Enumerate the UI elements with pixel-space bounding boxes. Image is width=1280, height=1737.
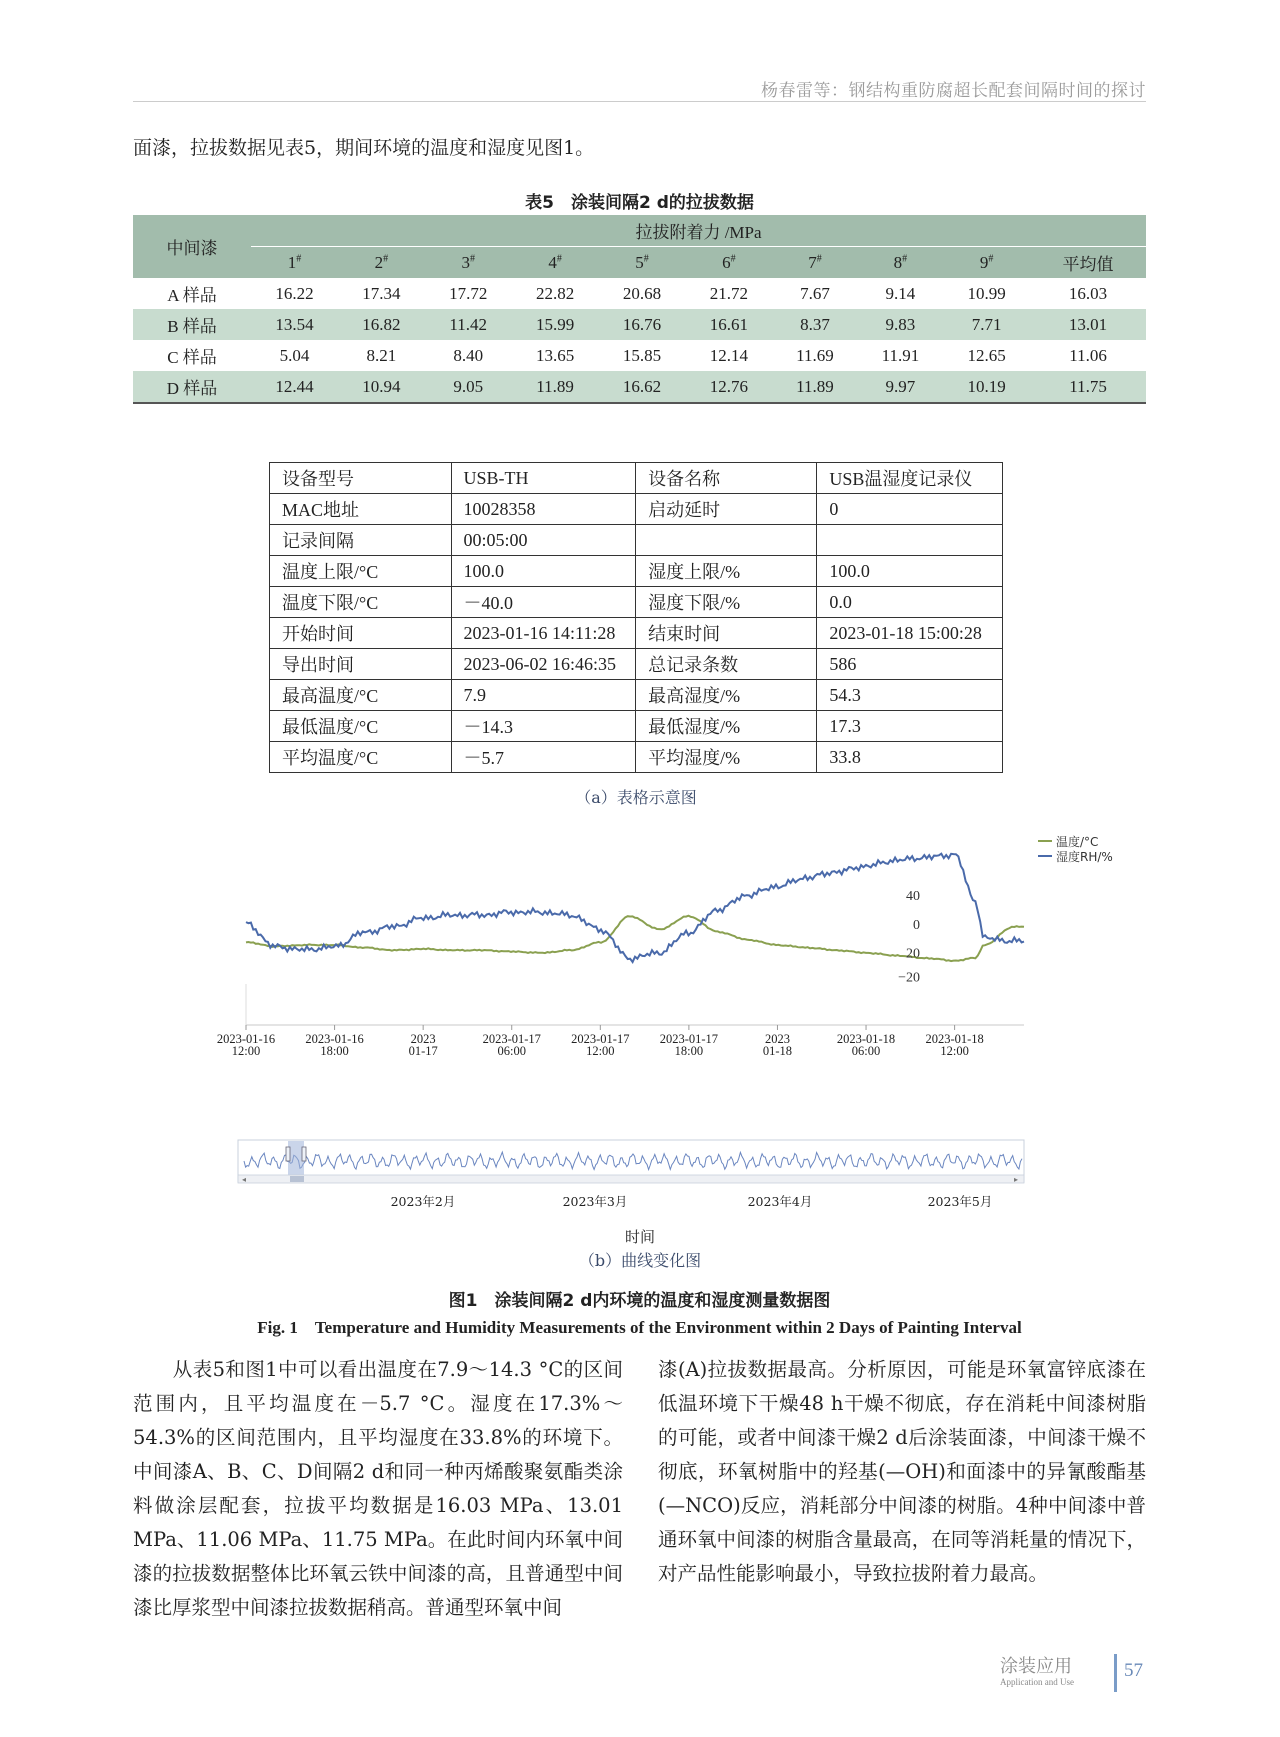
field-value-cell: 100.0 <box>817 556 1003 587</box>
field-value-cell: 7.9 <box>451 680 636 711</box>
temperature-tick-label: 0 <box>913 918 920 934</box>
value-cell: 5.04 <box>279 345 310 365</box>
table5-caption: 表5 涂装间隔2 d的拉拔数据 <box>525 193 754 213</box>
value-cell: 10.94 <box>338 371 425 403</box>
panel-b-caption: （b）曲线变化图 <box>578 1251 702 1270</box>
value-cell: 16.61 <box>685 309 772 340</box>
value-cell: 21.72 <box>709 283 748 303</box>
value-cell: 10.99 <box>967 283 1006 303</box>
navigator-month-label: 2023年5月 <box>927 1194 993 1209</box>
device-info-row <box>270 556 1003 587</box>
field-label-cell: 湿度下限/% <box>636 587 817 618</box>
column-header-cell <box>425 247 512 279</box>
temperature-humidity-chart <box>216 825 1118 1280</box>
page-number: 57 <box>1124 1660 1143 1681</box>
device-info-row <box>270 649 1003 680</box>
field-value-cell: 2023-01-16 14:11:28 <box>451 618 636 649</box>
column-header-cell <box>858 247 943 279</box>
field-label-cell: 开始时间 <box>270 618 452 649</box>
value-cell: 11.91 <box>881 345 920 365</box>
column-header-cell <box>685 247 772 279</box>
value-cell: 8.37 <box>772 309 857 340</box>
field-value-cell: －5.7 <box>451 742 636 773</box>
value-cell: 17.34 <box>362 283 401 303</box>
field-value-cell: USB-TH <box>451 463 636 494</box>
navigator-month-label: 2023年4月 <box>747 1194 813 1209</box>
x-tick-label: 2023-01-16 <box>216 1032 276 1046</box>
field-label-cell: 温度上限/°C <box>270 556 452 587</box>
footer-section-title: 涂装应用 <box>1000 1656 1072 1677</box>
navigator-scrollbar <box>238 1175 1024 1183</box>
scroll-left-arrow-icon: ◂ <box>242 1175 247 1184</box>
navigator-scroll-thumb <box>290 1176 304 1182</box>
table5-header-row <box>133 215 1146 247</box>
intro-paragraph: 面漆，拉拔数据见表5，期间环境的温度和湿度见图1。 <box>133 137 595 159</box>
column-number: 7 <box>808 252 817 272</box>
column-number: 8 <box>893 252 903 272</box>
column-mark: # <box>816 252 822 264</box>
value-cell: 20.68 <box>622 283 662 303</box>
humidity-tick-label: 20 <box>906 946 920 962</box>
figure-caption-en: Fig. 1 Temperature and Humidity Measurements of the Environment within 2 Days of Painting Interval <box>257 1318 1022 1337</box>
field-label-cell: 最高湿度/% <box>636 680 817 711</box>
device-info-row <box>270 711 1003 742</box>
value-cell: 10.19 <box>943 371 1030 403</box>
field-label-cell: 结束时间 <box>636 618 817 649</box>
figure-caption-cn: 图1 涂装间隔2 d内环境的温度和湿度测量数据图 <box>448 1291 831 1311</box>
value-cell: 16.22 <box>275 283 314 303</box>
x-tick-label: 2023-01-18 <box>925 1032 984 1046</box>
x-tick-label: 2023-01-16 <box>305 1032 364 1046</box>
value-cell: 16.76 <box>599 309 686 340</box>
body-text-left: 从表5和图1中可以看出温度在7.9～14.3 °C的区间范围内，且平均温度在－5.7 °C。湿度在17.3%～54.3%的区间范围内，且平均湿度在33.8%的环境下。中间漆A、B、C、D间隔2 d和同一种丙烯酸聚氨酯类涂料做涂层配套，拉拔平均数据是16.03 MPa、13.01 MPa、11.06 MPa、11.75 MPa。在此时间内环氧中间漆的拉拔数据整体比环氧云铁中间漆的高，且普通型中间漆比厚浆型中间漆拉拔数据稍高。普通型环氧中间 <box>133 1358 623 1619</box>
column-header-cell <box>772 247 857 279</box>
column-number: 4 <box>548 252 557 272</box>
field-value-cell: －14.3 <box>451 711 636 742</box>
table5-row <box>133 340 1146 371</box>
column-header-cell <box>251 247 338 279</box>
table5 <box>133 215 1146 404</box>
x-tick-label: 2023 <box>764 1032 790 1046</box>
x-tick-label: 2023-01-17 <box>482 1032 541 1046</box>
column-mark: # <box>383 252 389 264</box>
field-value-cell: 00:05:00 <box>451 525 636 556</box>
column-header-cell <box>599 247 686 279</box>
value-cell: 8.40 <box>453 345 484 365</box>
right-axis-ticks <box>898 889 920 985</box>
column-header-cell <box>943 247 1030 279</box>
value-cell: 17.72 <box>449 283 488 303</box>
column-number: 9 <box>979 252 989 272</box>
field-label-cell: 湿度上限/% <box>636 556 817 587</box>
x-tick-label: 2023-01-17 <box>659 1032 719 1046</box>
field-label-cell: 记录间隔 <box>270 525 452 556</box>
x-tick-label: 12:00 <box>940 1044 969 1058</box>
column-number: 2 <box>374 252 384 272</box>
value-cell: 11.89 <box>772 371 857 403</box>
column-mark: # <box>556 252 562 264</box>
value-cell: 12.44 <box>251 371 338 403</box>
value-cell: 16.62 <box>599 371 686 403</box>
field-label-cell: MAC地址 <box>270 494 452 525</box>
navigator-month-label: 2023年2月 <box>390 1194 456 1209</box>
field-label-cell: 设备型号 <box>270 463 452 494</box>
column-number: 1 <box>287 252 297 272</box>
x-tick-label: 18:00 <box>320 1044 349 1058</box>
field-value-cell: 100.0 <box>451 556 636 587</box>
x-tick-label: 12:00 <box>586 1044 615 1058</box>
table5-row <box>133 371 1146 403</box>
x-axis-label: 时间 <box>624 1228 656 1246</box>
device-info-row <box>270 680 1003 711</box>
column-mark: # <box>902 252 908 264</box>
value-cell: 12.14 <box>709 345 748 365</box>
legend-label: 湿度RH/% <box>1056 850 1113 864</box>
x-tick-label: 06:00 <box>851 1044 881 1058</box>
humidity-tick-label: 40 <box>906 888 920 904</box>
column-number: 5 <box>635 252 644 272</box>
column-mark: # <box>643 252 649 264</box>
time-navigator <box>238 1140 1024 1209</box>
column-mark: # <box>730 252 736 264</box>
value-cell: 9.14 <box>885 283 916 303</box>
value-cell: 13.65 <box>535 345 575 365</box>
value-cell: 9.83 <box>858 309 943 340</box>
x-tick-label: 2023-01-17 <box>571 1032 630 1046</box>
row-header-cell: 中间漆 <box>133 215 251 278</box>
value-cell: 11.06 <box>1069 345 1107 365</box>
x-tick-label: 2023-01-18 <box>836 1032 896 1046</box>
value-cell: 22.82 <box>535 283 575 303</box>
navigator-month-label: 2023年3月 <box>562 1194 628 1209</box>
sample-label-cell: A 样品 <box>167 286 217 305</box>
table5-row <box>133 309 1146 340</box>
device-info-row <box>270 463 1003 494</box>
group-header-cell: 拉拔附着力 /MPa <box>251 215 1146 247</box>
column-header-cell <box>338 247 425 279</box>
scroll-right-arrow-icon: ▸ <box>1014 1175 1019 1184</box>
value-cell: 9.97 <box>858 371 943 403</box>
field-value-cell: 0 <box>817 494 1003 525</box>
x-tick-label: 12:00 <box>231 1044 261 1058</box>
field-value-cell: 33.8 <box>817 742 1003 773</box>
field-value-cell: 0.0 <box>817 587 1003 618</box>
field-value-cell: 54.3 <box>817 680 1003 711</box>
value-cell: 11.89 <box>512 371 599 403</box>
field-label-cell <box>636 525 817 556</box>
field-value-cell: 2023-01-18 15:00:28 <box>817 618 1003 649</box>
device-info-row <box>270 525 1003 556</box>
value-cell: 7.71 <box>943 309 1030 340</box>
field-label-cell: 启动延时 <box>636 494 817 525</box>
field-label-cell: 平均温度/°C <box>270 742 452 773</box>
temperature-tick-label: −20 <box>898 970 920 986</box>
x-axis-ticks <box>217 1025 984 1058</box>
chart-legend <box>1038 834 1113 864</box>
legend-label: 温度/°C <box>1056 835 1099 849</box>
value-cell: 13.54 <box>251 309 338 340</box>
field-label-cell: 总记录条数 <box>636 649 817 680</box>
body-text-right: 漆(A)拉拔数据最高。分析原因，可能是环氧富锌底漆在低温环境下干燥48 h干燥不彻底，存在消耗中间漆树脂的可能，或者中间漆干燥2 d后涂装面漆，中间漆干燥不彻底，环氧树脂中的羟基(—OH)和面漆中的异氰酸酯基(—NCO)反应，消耗部分中间漆的树脂。4种中间漆中普通环氧中间漆的树脂含量最高，在同等消耗量的情况下，对产品性能影响最小，导致拉拔附着力最高。 <box>658 1358 1146 1585</box>
table5-row <box>133 278 1146 309</box>
field-label-cell: 设备名称 <box>636 463 817 494</box>
value-cell: 15.85 <box>622 345 662 365</box>
navigator-handle-left <box>286 1147 290 1161</box>
field-value-cell: 10028358 <box>451 494 636 525</box>
value-cell: 16.82 <box>338 309 425 340</box>
field-value-cell: 2023-06-02 16:46:35 <box>451 649 636 680</box>
column-mark: # <box>469 252 475 264</box>
column-mark: # <box>296 252 302 264</box>
field-label-cell: 导出时间 <box>270 649 452 680</box>
value-cell: 15.99 <box>512 309 599 340</box>
sample-label-cell: D 样品 <box>133 371 251 403</box>
field-value-cell: 586 <box>817 649 1003 680</box>
value-cell: 11.42 <box>425 309 512 340</box>
panel-a-caption: （a）表格示意图 <box>575 788 697 807</box>
running-title: 杨春雷等：钢结构重防腐超长配套间隔时间的探讨 <box>761 81 1146 101</box>
field-value-cell <box>817 525 1003 556</box>
field-label-cell: 最低湿度/% <box>636 711 817 742</box>
field-label-cell: 最高温度/°C <box>270 680 452 711</box>
field-value-cell: USB温湿度记录仪 <box>817 463 1003 494</box>
header-rule <box>133 101 1146 102</box>
device-info-row <box>270 618 1003 649</box>
sample-label-cell: B 样品 <box>133 309 251 340</box>
x-tick-label: 01-18 <box>762 1044 793 1058</box>
value-cell: 13.01 <box>1030 309 1146 340</box>
footer-section-subtitle: Application and Use <box>1000 1677 1074 1687</box>
average-header-cell: 平均值 <box>1030 247 1146 279</box>
device-info-row <box>270 587 1003 618</box>
device-info-row <box>270 494 1003 525</box>
x-tick-label: 18:00 <box>674 1044 704 1058</box>
field-label-cell: 最低温度/°C <box>270 711 452 742</box>
field-label-cell: 平均湿度/% <box>636 742 817 773</box>
field-label-cell: 温度下限/°C <box>270 587 452 618</box>
value-cell: 16.03 <box>1068 283 1108 303</box>
column-number: 3 <box>461 252 470 272</box>
x-tick-label: 06:00 <box>497 1044 526 1058</box>
plot-area <box>246 854 1024 1025</box>
value-cell: 8.21 <box>366 345 397 365</box>
column-header-cell <box>512 247 599 279</box>
navigator-series <box>244 1152 1022 1170</box>
x-tick-label: 2023 <box>410 1032 436 1046</box>
value-cell: 12.76 <box>685 371 772 403</box>
table5-column-row <box>133 247 1146 279</box>
field-value-cell: －40.0 <box>451 587 636 618</box>
value-cell: 9.05 <box>425 371 512 403</box>
column-number: 6 <box>722 252 731 272</box>
column-mark: # <box>988 252 994 264</box>
value-cell: 12.65 <box>967 345 1006 365</box>
footer-divider <box>1114 1654 1117 1692</box>
value-cell: 7.67 <box>800 283 830 303</box>
device-info-table <box>269 462 1003 773</box>
sample-label-cell: C 样品 <box>167 348 217 367</box>
value-cell: 11.69 <box>796 345 834 365</box>
device-info-row <box>270 742 1003 773</box>
x-tick-label: 01-17 <box>408 1044 438 1058</box>
field-value-cell: 17.3 <box>817 711 1003 742</box>
navigator-handle-right <box>302 1147 306 1161</box>
value-cell: 11.75 <box>1030 371 1146 403</box>
